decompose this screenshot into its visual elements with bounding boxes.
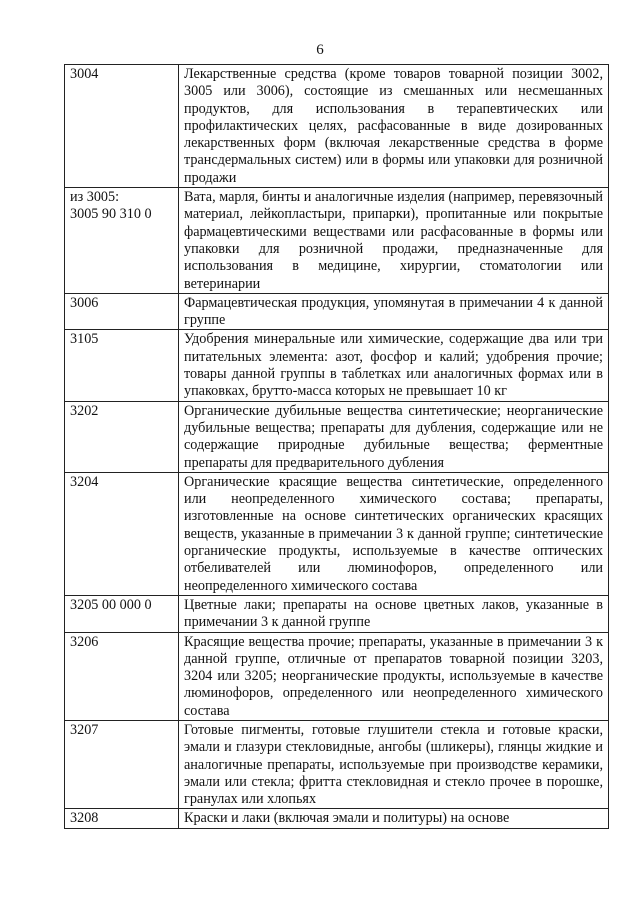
table-body	[65, 65, 609, 829]
code-cell	[65, 188, 179, 294]
description-cell: Лекарственные средства (кроме товаров товарной позиции 3002, 3005 или 3006), состоящие из смешанных или несмешанных продуктов, для использования в терапевтических или профилактических целях, расфасованные в виде дозированных лекарственных форм (включая лекарственные средства в форме трансдермальных систем) или в формы или упаковки для розничной продажи	[179, 65, 609, 188]
code-text: 3208	[70, 810, 99, 827]
table-row	[65, 632, 609, 720]
page-number: 6	[316, 42, 324, 58]
description-cell: Органические дубильные вещества синтетические; неорганические дубильные вещества; препараты для дубления, содержащие или не содержащие природные дубильные вещества; ферментные препараты для предварительного дубления	[179, 401, 609, 472]
tariff-codes-table	[64, 64, 609, 829]
code-text: из 3005:	[70, 189, 120, 206]
table-row	[65, 330, 609, 401]
code-text: 3006	[70, 294, 99, 311]
code-cell	[65, 401, 179, 472]
code-text: 3207	[70, 721, 99, 738]
description-cell: Вата, марля, бинты и аналогичные изделия (например, перевязочный материал, лейкопластыри, припарки), пропитанные или покрытые фармацевтическими веществами или расфасованные в формы или упаковки для розничной продажи, предназначенные для использования в медицине, хирургии, стоматологии или ветеринарии	[179, 188, 609, 294]
description-cell: Фармацевтическая продукция, упомянутая в примечании 4 к данной группе	[179, 293, 609, 330]
code-cell	[65, 809, 179, 828]
table-row	[65, 188, 609, 294]
code-cell	[65, 720, 179, 808]
table-row	[65, 472, 609, 595]
code-cell	[65, 330, 179, 401]
description-cell: Готовые пигменты, готовые глушители стекла и готовые краски, эмали и глазури стекловидные, ангобы (шликеры), глянцы жидкие и аналогичные препараты, используемые при производстве керамики, эмали или стекла; фритта стекловидная и стекло прочее в порошке, гранулах или хлопьях	[179, 720, 609, 808]
code-text: 3204	[70, 473, 99, 490]
description-cell: Красящие вещества прочие; препараты, указанные в примечании 3 к данной группе, отличные от препаратов товарной позиции 3203, 3204 или 3205; неорганические продукты, используемые в качестве люминофоров, определенного или неопределенного химического состава	[179, 632, 609, 720]
code-text: 3205 00 000 0	[70, 596, 152, 613]
code-text: 3202	[70, 402, 99, 419]
code-cell	[65, 595, 179, 632]
table-row	[65, 293, 609, 330]
description-cell: Удобрения минеральные или химические, содержащие два или три питательных элемента: азот, фосфор и калий; удобрения прочие; товары данной группы в таблетках или аналогичных формах или в упаковках, брутто-масса которых не превышает 10 кг	[179, 330, 609, 401]
code-cell	[65, 65, 179, 188]
code-cell	[65, 293, 179, 330]
description-cell: Органические красящие вещества синтетические, определенного или неопределенного химического состава; препараты, изготовленные на основе синтетических органических красящих веществ, указанные в примечании 3 к данной группе; синтетические органические продукты, используемые в качестве оптических отбеливателей или люминофоров, определенного или неопределенного химического состава	[179, 472, 609, 595]
description-cell: Цветные лаки; препараты на основе цветных лаков, указанные в примечании 3 к данной группе	[179, 595, 609, 632]
table-row	[65, 65, 609, 188]
code-text: 3105	[70, 331, 99, 348]
code-text: 3005 90 310 0	[70, 206, 152, 223]
table-row	[65, 720, 609, 808]
code-text: 3206	[70, 633, 99, 650]
code-cell	[65, 472, 179, 595]
description-cell: Краски и лаки (включая эмали и политуры) на основе	[179, 809, 609, 828]
code-text: 3004	[70, 66, 99, 82]
table-row	[65, 595, 609, 632]
code-cell	[65, 632, 179, 720]
table-row	[65, 809, 609, 828]
table-row	[65, 401, 609, 472]
